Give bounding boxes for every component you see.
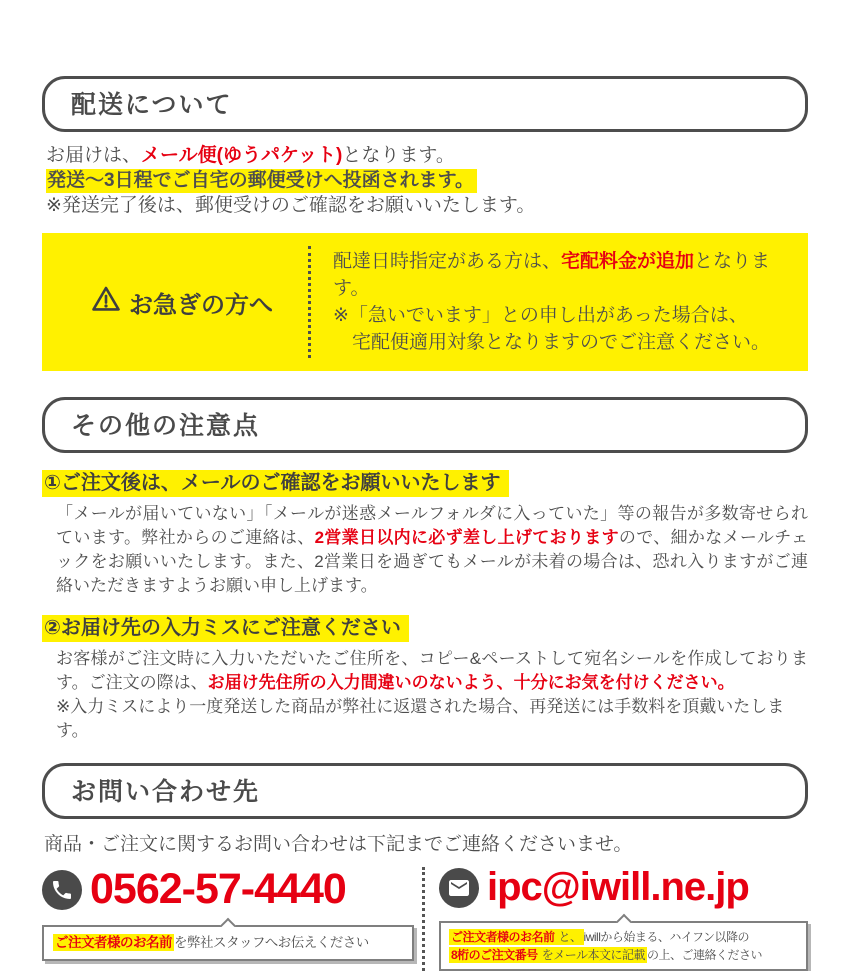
note1-heading-highlight: ①ご注文後は、メールのご確認をお願いいたします [42,470,509,497]
phone-note-box [42,925,414,961]
email-address: ipc@iwill.ne.jp [487,865,749,909]
delivery-check-note: ※発送完了後は、郵便受けのご確認をお願いいたします。 [46,195,536,216]
note2-caution [56,695,808,743]
delivery-days-highlight: 発送〜3日程でご自宅の郵便受けへ投函されます。 [46,169,477,193]
contact-intro [44,829,808,856]
notice-line3-text: 宅配便適用対象となりますのでご注意ください。 [352,332,771,353]
email-line [439,865,808,910]
caret-up-icon [616,914,632,930]
notice-line1-pre: 配達日時指定がある方は、 [333,251,562,272]
contact-section-header [42,763,808,819]
content [42,76,808,971]
contact-divider [422,867,425,971]
contact-email-block [439,865,808,971]
phone-icon [42,870,82,910]
contact-row [42,865,808,971]
delivery-paragraph [46,144,808,218]
email-note1-mid: と、 [558,930,582,944]
email-note-box [439,921,808,971]
note2-body-pre: お客様がご注文時に入力いただいたご住所を、コピー&ペーストして宛名シールを作成しております。ご注文の際は、 [56,649,808,692]
contact-section-title: お問い合わせ先 [71,778,261,806]
other-notes-section-header [42,397,808,453]
notice-line1-post: となります。 [333,251,771,299]
note2-body-main [56,647,808,695]
note2-heading-highlight: ②お届け先の入力ミスにご注意ください [42,615,409,642]
notice-line-caution [333,329,790,356]
email-note-line2 [449,946,798,964]
delivery-section-title: 配送について [71,91,233,119]
phone-note-rest: を弊社スタッフへお伝えください [174,935,369,950]
delivery-section-header [42,76,808,132]
express-notice-text [311,246,794,358]
express-notice-box [42,233,808,371]
email-note1-rest: iwillから始まる、ハイフン以降の [583,930,750,944]
express-notice-label [56,246,308,358]
note1-body-pre: 「メールが届いていない」「メールが迷惑メールフォルダに入っていた」等の報告が多数寄せられています。弊社からのご連絡は、 [56,504,808,547]
note2-heading [42,611,808,640]
delivery-line1-pre: お届けは、 [46,145,142,166]
contact-intro-text: 商品・ご注文に関するお問い合わせは下記までご連絡くださいませ。 [44,834,633,855]
delivery-line-method [46,144,808,168]
delivery-method-emphasis: メール便(ゆうパケット) [141,145,343,166]
notice-line2-text: ※「急いでいます」との申し出があった場合は、 [333,305,748,326]
email-note2-rest: の上、ご連絡ください [646,948,762,962]
contact-phone-block [42,865,414,971]
email-note-line1 [449,928,798,946]
warning-triangle-icon [91,284,121,321]
delivery-line1-post: となります。 [342,145,455,166]
notice-line-fee [333,248,790,302]
delivery-line-days [46,169,808,193]
note2-caution-text: ※入力ミスにより一度発送した商品が弊社に返還された場合、再発送には手数料を頂戴いたします。 [56,697,785,740]
delivery-line-check [46,194,808,218]
note2-body [56,647,808,743]
email-icon [439,868,479,908]
note1-heading [42,466,808,495]
phone-note-emphasis: ご注文者様のお名前 [55,935,172,950]
email-note2-emphasis: 8桁のご注文番号 [451,948,538,962]
note1-body [56,502,808,598]
phone-number: 0562-57-4440 [90,865,346,913]
note1-body-post: ので、細かなメールチェックをお願いいたします。また、2営業日を過ぎてもメールが未着の場合は、恐れ入りますがご連絡いただきますようお願い申し上げます。 [56,528,809,595]
note2-body-emphasis: お届け先住所の入力間違いのないよう、十分にお気を付けください。 [207,673,735,692]
other-notes-section-title: その他の注意点 [71,412,261,440]
phone-line [42,865,414,914]
caret-up-icon [220,918,236,934]
notice-fee-emphasis: 宅配料金が追加 [561,251,695,272]
notice-line-request [333,302,790,329]
note1-body-emphasis: 2営業日以内に必ず差し上げております [314,528,619,547]
express-notice-title: お急ぎの方へ [129,291,273,319]
email-note2-mid: をメール本文に記載 [541,948,645,962]
email-note1-emphasis: ご注文者様のお名前 [451,930,555,944]
